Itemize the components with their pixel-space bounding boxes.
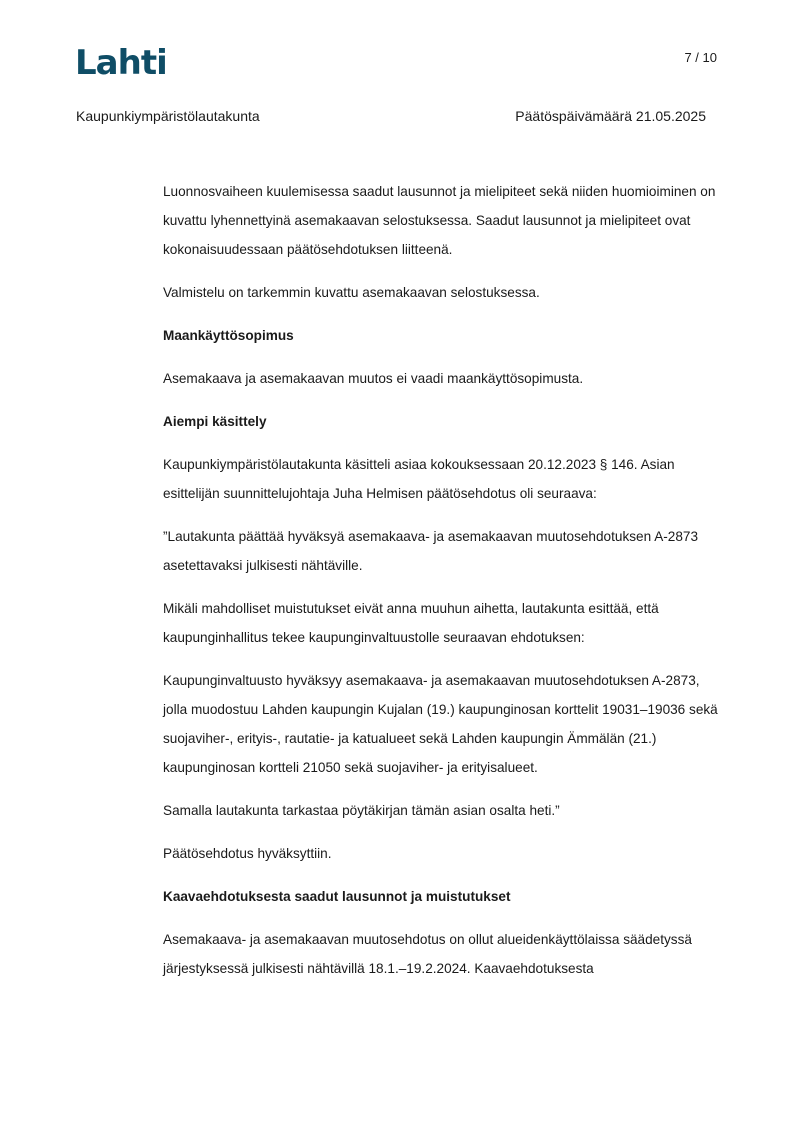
paragraph: ”Lautakunta päättää hyväksyä asemakaava- ja asemakaavan muutosehdotuksen A-2873 asetettavaksi julkisesti nähtäville. — [163, 529, 699, 573]
committee-name: Kaupunkiympäristölautakunta — [76, 108, 260, 124]
paragraph: Kaupunginvaltuusto hyväksyy asemakaava- ja asemakaavan muutosehdotuksen A-2873, jolla muodostuu Lahden kaupungin Kujalan (19.) kaupunginosan korttelit 19031–19036 sekä suojaviher-, erityis-, rautatie- ja katualueet sekä Lahden kaupungin Ämmälän (21.) kaupunginosan kortteli 21050 sekä suojaviher- ja erityisalueet. — [163, 673, 718, 775]
paragraph: Mikäli mahdolliset muistutukset eivät anna muuhun aihetta, lautakunta esittää, että kaupunginhallitus tekee kaupunginvaltuustolle seuraavan ehdotuksen: — [163, 601, 659, 645]
paragraph: Päätösehdotus hyväksyttiin. — [163, 846, 332, 861]
section-heading-land-use-agreement: Maankäyttösopimus — [163, 328, 294, 343]
paragraph: Luonnosvaiheen kuulemisessa saadut lausunnot ja mielipiteet sekä niiden huomioiminen on kuvattu lyhennettyinä asemakaavan selostuksessa. Saadut lausunnot ja mielipiteet ovat kokonaisuudessaan päätösehdotuksen liitteenä. — [163, 184, 716, 257]
paragraph: Valmistelu on tarkemmin kuvattu asemakaavan selostuksessa. — [163, 285, 540, 300]
paragraph: Asemakaava ja asemakaavan muutos ei vaadi maankäyttösopimusta. — [163, 371, 584, 386]
section-heading-statements-and-objections: Kaavaehdotuksesta saadut lausunnot ja muistutukset — [163, 889, 511, 904]
lahti-logo: Lahti — [75, 43, 167, 83]
paragraph: Asemakaava- ja asemakaavan muutosehdotus on ollut alueidenkäyttölaissa säädetyssä järjestyksessä julkisesti nähtävillä 18.1.–19.2.2024. Kaavaehdotuksesta — [163, 932, 692, 976]
section-heading-previous-handling: Aiempi käsittely — [163, 414, 267, 429]
paragraph: Kaupunkiympäristölautakunta käsitteli asiaa kokouksessaan 20.12.2023 § 146. Asian esittelijän suunnittelujohtaja Juha Helmisen päätösehdotus oli seuraava: — [163, 457, 675, 501]
paragraph: Samalla lautakunta tarkastaa pöytäkirjan tämän asian osalta heti.” — [163, 803, 560, 818]
decision-date: Päätöspäivämäärä 21.05.2025 — [515, 108, 706, 124]
document-body — [163, 177, 719, 997]
page-number: 7 / 10 — [684, 50, 717, 65]
